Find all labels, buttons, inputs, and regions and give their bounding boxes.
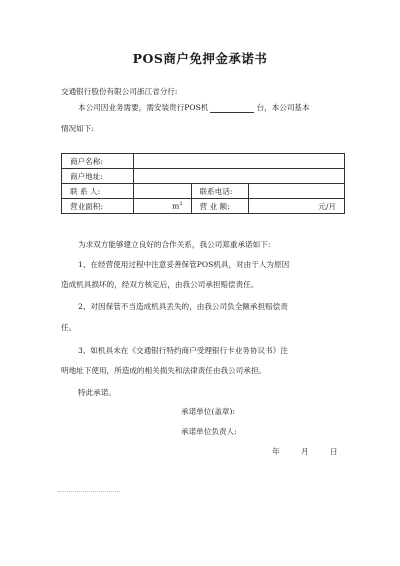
merchant-address-label: 商户地址: <box>62 169 134 184</box>
item-1-line-2: 造成机具损坏的，经双方核定后，由我公司承担赔偿责任。 <box>61 280 259 289</box>
date-year: 年 <box>272 447 280 456</box>
item-3-line-2: 明地址下使用，所造成的相关损失和法律责任由我公司承担。 <box>61 366 267 375</box>
area-unit-exponent: 2 <box>179 201 183 208</box>
date-month: 月 <box>301 447 309 456</box>
item-1-line-1: 1、在经营使用过程中注意妥善保管POS机具，对由于人为原因 <box>78 260 290 269</box>
quantity-blank <box>210 104 254 113</box>
intro-line-2: 情况如下: <box>61 124 94 133</box>
area-label: 营业面积: <box>62 199 134 214</box>
merchant-name-value <box>133 154 344 169</box>
signature-unit-label: 承诺单位(盖章): <box>181 407 236 416</box>
item-3-line-1: 3、如机具未在《交通银行特约商户受理银行卡业务协议书》注 <box>78 346 288 355</box>
commitment-intro: 为求双方能够建立良好的合作关系，我公司郑重承诺如下: <box>78 240 271 249</box>
closing-text: 特此承诺。 <box>78 388 116 397</box>
signature-person-label: 承诺单位负责人: <box>181 427 237 436</box>
document-title: POS商户免押金承诺书 <box>132 51 268 66</box>
revenue-label: 营 业 额: <box>191 199 249 214</box>
contact-value <box>133 184 191 199</box>
phone-value <box>249 184 345 199</box>
item-2-line-2: 任。 <box>61 323 77 332</box>
intro-text-after: 台，本公司基本 <box>256 103 310 112</box>
addressee: 交通银行股份有限公司浙江省分行: <box>61 87 178 96</box>
phone-label: 联系电话: <box>191 184 249 199</box>
revenue-unit: 元/月 <box>249 199 345 214</box>
contact-label: 联 系 人: <box>62 184 134 199</box>
area-unit-base: m <box>172 201 180 211</box>
merchant-address-value <box>133 169 344 184</box>
intro-text-before: 本公司因业务需要，需安装贵行POS机 <box>78 103 209 112</box>
footer-divider <box>58 491 120 492</box>
merchant-info-table <box>61 153 345 214</box>
area-unit <box>133 199 191 214</box>
intro-line-1 <box>78 103 310 113</box>
merchant-name-label: 商户名称: <box>62 154 134 169</box>
date-day: 日 <box>330 447 338 456</box>
item-2-line-1: 2、对因保管不当造成机具丢失的，由我公司负全额承担赔偿责 <box>78 302 288 311</box>
